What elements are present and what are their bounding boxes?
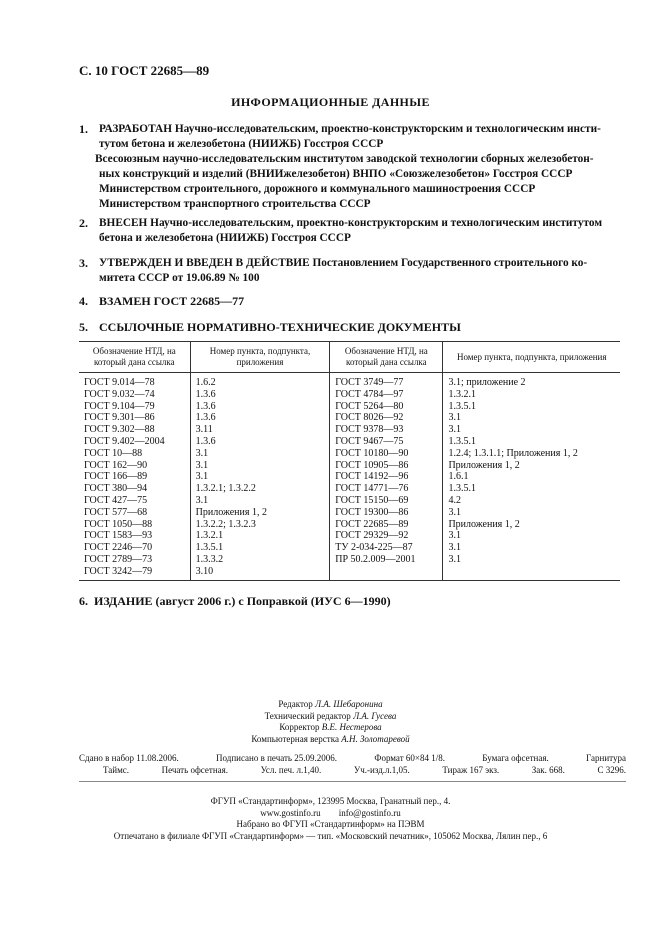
item-number: 4. bbox=[79, 294, 88, 308]
ntd-reference: ГОСТ 9.301—86 bbox=[84, 412, 155, 424]
ntd-reference: ГОСТ 162—90 bbox=[84, 459, 148, 471]
clause-reference: 1.3.5.1 bbox=[448, 400, 476, 412]
item-text-line: ВНЕСЕН Научно-исследовательским, проектно-конструкторским и технологическим институтом bbox=[99, 217, 603, 229]
info-item-3 bbox=[79, 256, 619, 286]
email-link[interactable]: info@gostinfo.ru bbox=[338, 807, 401, 818]
column-header-ntd: Обозначение НТД, на который дана ссылка bbox=[330, 342, 443, 373]
credit-label: Редактор bbox=[278, 699, 313, 709]
clause-reference: 1.3.5.1 bbox=[448, 483, 476, 495]
credit-name: А.Н. Золотаревой bbox=[341, 733, 410, 744]
clause-reference: Приложения 1, 2 bbox=[448, 459, 520, 471]
column-header-clause: Номер пункта, подпункта, приложения bbox=[443, 342, 620, 373]
item-text-line: Министерством транспортного строительства СССР bbox=[99, 198, 371, 210]
item-number: 5. bbox=[79, 320, 88, 334]
section-title: ИНФОРМАЦИОННЫЕ ДАННЫЕ bbox=[231, 95, 430, 109]
info-item-1 bbox=[79, 122, 619, 212]
credit-label: Компьютерная верстка bbox=[251, 733, 339, 744]
ntd-reference: ГОСТ 10180—90 bbox=[335, 447, 409, 459]
clause-reference: 3.1; приложение 2 bbox=[448, 377, 526, 388]
ntd-reference: ГОСТ 4784—97 bbox=[335, 388, 404, 400]
ntd-reference: ТУ 2-034-225—87 bbox=[335, 542, 413, 554]
item-text-line: ных конструкций и изделий (ВНИИжелезобетон) ВНПО «Союзжелезобетон» Госстроя СССР bbox=[99, 168, 573, 180]
ntd-reference: ПР 50.2.009—2001 bbox=[335, 553, 416, 565]
clause-reference: 1.3.2.1; 1.3.2.2 bbox=[195, 483, 256, 495]
column-header-clause: Номер пункта, подпункта, приложения bbox=[190, 342, 330, 373]
credit-name: Л.А. Гусева bbox=[353, 710, 397, 721]
ntd-reference: ГОСТ 9.014—78 bbox=[84, 377, 155, 388]
clause-reference: 3.1 bbox=[448, 530, 461, 542]
ntd-reference: ГОСТ 19300—86 bbox=[335, 506, 409, 518]
item-text-line: УТВЕРЖДЕН И ВВЕДЕН В ДЕЙСТВИЕ Постановлением Государственного строительного ко- bbox=[99, 257, 588, 269]
clause-reference: 3.1 bbox=[195, 471, 209, 483]
clause-reference: 1.3.2.1 bbox=[448, 388, 476, 400]
ntd-reference: ГОСТ 9.104—79 bbox=[84, 400, 155, 412]
ntd-reference: ГОСТ 14771—76 bbox=[335, 483, 409, 495]
print-field: Зак. 668. bbox=[531, 765, 565, 775]
clause-reference: 3.1 bbox=[195, 494, 209, 506]
column-header-ntd: Обозначение НТД, на который дана ссылка bbox=[79, 342, 190, 373]
print-field: Гарнитура bbox=[586, 753, 626, 763]
credit-editor bbox=[0, 699, 661, 711]
item-text-line: ВЗАМЕН ГОСТ 22685—77 bbox=[99, 294, 245, 308]
info-item-4 bbox=[79, 294, 619, 309]
info-item-5 bbox=[79, 320, 619, 335]
ntd-reference: ГОСТ 9378—93 bbox=[335, 424, 404, 436]
typeset-note: Набрано во ФГУП «Стандартинформ» на ПЭВМ bbox=[236, 819, 425, 829]
clause-reference: 1.6.2 bbox=[195, 377, 216, 388]
clause-reference: 1.3.2.2; 1.3.2.3 bbox=[195, 518, 256, 530]
ntd-reference: ГОСТ 9467—75 bbox=[335, 435, 404, 447]
ntd-reference: ГОСТ 1583—93 bbox=[84, 530, 153, 542]
print-info bbox=[79, 752, 626, 776]
clause-reference: 3.1 bbox=[448, 542, 461, 554]
page-header: С. 10 ГОСТ 22685—89 bbox=[79, 63, 210, 78]
clause-reference: 1.6.1 bbox=[448, 471, 469, 483]
website-link[interactable]: www.gostinfo.ru bbox=[260, 807, 321, 818]
ntd-reference: ГОСТ 2246—70 bbox=[84, 542, 153, 554]
ntd-reference: ГОСТ 10—88 bbox=[84, 447, 143, 459]
credit-name: Л.А. Шебаронина bbox=[315, 699, 383, 709]
ntd-reference: ГОСТ 2789—73 bbox=[84, 553, 153, 565]
ntd-reference: ГОСТ 9.032—74 bbox=[84, 388, 155, 400]
credit-tech-editor bbox=[0, 711, 661, 723]
publisher-address: ФГУП «Стандартинформ», 123995 Москва, Гранатный пер., 4. bbox=[210, 796, 451, 806]
print-field: Таймс. bbox=[103, 765, 130, 775]
clause-reference: 1.3.6 bbox=[195, 412, 216, 424]
item-number: 3. bbox=[79, 256, 88, 270]
ntd-reference: ГОСТ 380—94 bbox=[84, 483, 148, 495]
clause-reference: 3.1 bbox=[195, 459, 209, 471]
publisher-block bbox=[0, 796, 661, 842]
item-text-line: митета СССР от 19.06.89 № 100 bbox=[99, 272, 260, 284]
ntd-reference: ГОСТ 166—89 bbox=[84, 471, 148, 483]
print-field: Усл. печ. л.1,40. bbox=[260, 765, 322, 775]
clause-reference: Приложения 1, 2 bbox=[448, 518, 520, 530]
clause-reference: 1.3.6 bbox=[195, 388, 216, 400]
item-text-line: бетона и железобетона (НИИЖБ) Госстроя СССР bbox=[99, 232, 351, 244]
clause-reference: 3.1 bbox=[448, 412, 461, 424]
ntd-reference: ГОСТ 10905—86 bbox=[335, 459, 409, 471]
item-text-line: Всесоюзным научно-исследовательским институтом заводской технологии сборных железобетон- bbox=[95, 153, 594, 165]
right-doc-column bbox=[330, 373, 443, 581]
right-clause-column bbox=[443, 373, 620, 581]
item-number: 1. bbox=[79, 122, 88, 136]
ntd-reference: ГОСТ 3242—79 bbox=[84, 565, 153, 577]
divider bbox=[79, 781, 626, 782]
table-body-row bbox=[79, 373, 620, 581]
printed-note: Отпечатано в филиале ФГУП «Стандартинформ» — тип. «Московский печатник», 105062 Москва, Лялин пер., 6 bbox=[113, 830, 548, 841]
table-header-row bbox=[79, 342, 620, 373]
item-text-line: РАЗРАБОТАН Научно-исследовательским, проектно-конструкторским и технологическим инсти- bbox=[99, 123, 601, 135]
ntd-reference: ГОСТ 9.402—2004 bbox=[84, 435, 165, 447]
print-field: Формат 60×84 1/8. bbox=[374, 753, 445, 763]
item-text-line: Министерством строительного, дорожного и коммунального машиностроения СССР bbox=[99, 183, 536, 195]
clause-reference: 3.1 bbox=[448, 424, 461, 436]
ntd-reference: ГОСТ 3749—77 bbox=[335, 377, 404, 388]
info-item-2 bbox=[79, 216, 619, 246]
print-field: Уч.-изд.л.1,05. bbox=[353, 765, 410, 775]
credit-name: В.Е. Нестерова bbox=[321, 722, 382, 732]
clause-reference: 1.3.5.1 bbox=[195, 542, 224, 554]
item-number: 2. bbox=[79, 216, 88, 230]
reference-documents-table bbox=[79, 341, 620, 581]
credit-corrector bbox=[0, 722, 661, 734]
credit-layout bbox=[0, 734, 661, 746]
clause-reference: 1.2.4; 1.3.1.1; Приложения 1, 2 bbox=[448, 447, 578, 459]
clause-reference: 4.2 bbox=[448, 494, 461, 506]
ntd-reference: ГОСТ 8026—92 bbox=[335, 412, 404, 424]
print-field: С 3296. bbox=[597, 765, 626, 775]
ntd-reference: ГОСТ 427—75 bbox=[84, 494, 148, 506]
left-doc-column bbox=[79, 373, 190, 581]
print-field: Тираж 167 экз. bbox=[442, 765, 500, 775]
ntd-reference: ГОСТ 577—68 bbox=[84, 506, 148, 518]
clause-reference: 3.1 bbox=[448, 553, 461, 565]
clause-reference: Приложения 1, 2 bbox=[195, 506, 267, 518]
left-clause-column bbox=[190, 373, 330, 581]
clause-reference: 1.3.3.2 bbox=[195, 553, 224, 565]
clause-reference: 1.3.6 bbox=[195, 435, 216, 447]
item-text-line: ССЫЛОЧНЫЕ НОРМАТИВНО-ТЕХНИЧЕСКИЕ ДОКУМЕНТЫ bbox=[99, 320, 461, 334]
clause-reference: 3.1 bbox=[195, 447, 209, 459]
ntd-reference: ГОСТ 22685—89 bbox=[335, 518, 409, 530]
credit-label: Технический редактор bbox=[264, 710, 351, 721]
clause-reference: 1.3.2.1 bbox=[195, 530, 224, 542]
ntd-reference: ГОСТ 1050—88 bbox=[84, 518, 153, 530]
clause-reference: 3.10 bbox=[195, 565, 214, 577]
ntd-reference: ГОСТ 15150—69 bbox=[335, 494, 409, 506]
ntd-reference: ГОСТ 14192—96 bbox=[335, 471, 409, 483]
ntd-reference: ГОСТ 29329—92 bbox=[335, 530, 409, 542]
credits-block bbox=[0, 699, 661, 745]
clause-reference: 1.3.6 bbox=[195, 400, 216, 412]
item-number: 6. bbox=[79, 594, 88, 608]
clause-reference: 1.3.5.1 bbox=[448, 435, 476, 447]
print-field: Подписано в печать 25.09.2006. bbox=[216, 753, 338, 763]
publisher-web bbox=[0, 808, 661, 820]
edition-line bbox=[79, 594, 391, 609]
clause-reference: 3.11 bbox=[195, 424, 213, 436]
ntd-reference: ГОСТ 5264—80 bbox=[335, 400, 404, 412]
ntd-reference: ГОСТ 9.302—88 bbox=[84, 424, 155, 436]
print-field: Бумага офсетная. bbox=[482, 753, 549, 763]
credit-label: Корректор bbox=[279, 722, 320, 732]
print-field: Сдано в набор 11.08.2006. bbox=[79, 753, 179, 763]
print-field: Печать офсетная. bbox=[161, 765, 229, 775]
edition-text: ИЗДАНИЕ (август 2006 г.) с Поправкой (ИУС 6—1990) bbox=[94, 594, 391, 608]
clause-reference: 3.1 bbox=[448, 506, 461, 518]
item-text-line: тутом бетона и железобетона (НИИЖБ) Госстроя СССР bbox=[99, 138, 384, 150]
